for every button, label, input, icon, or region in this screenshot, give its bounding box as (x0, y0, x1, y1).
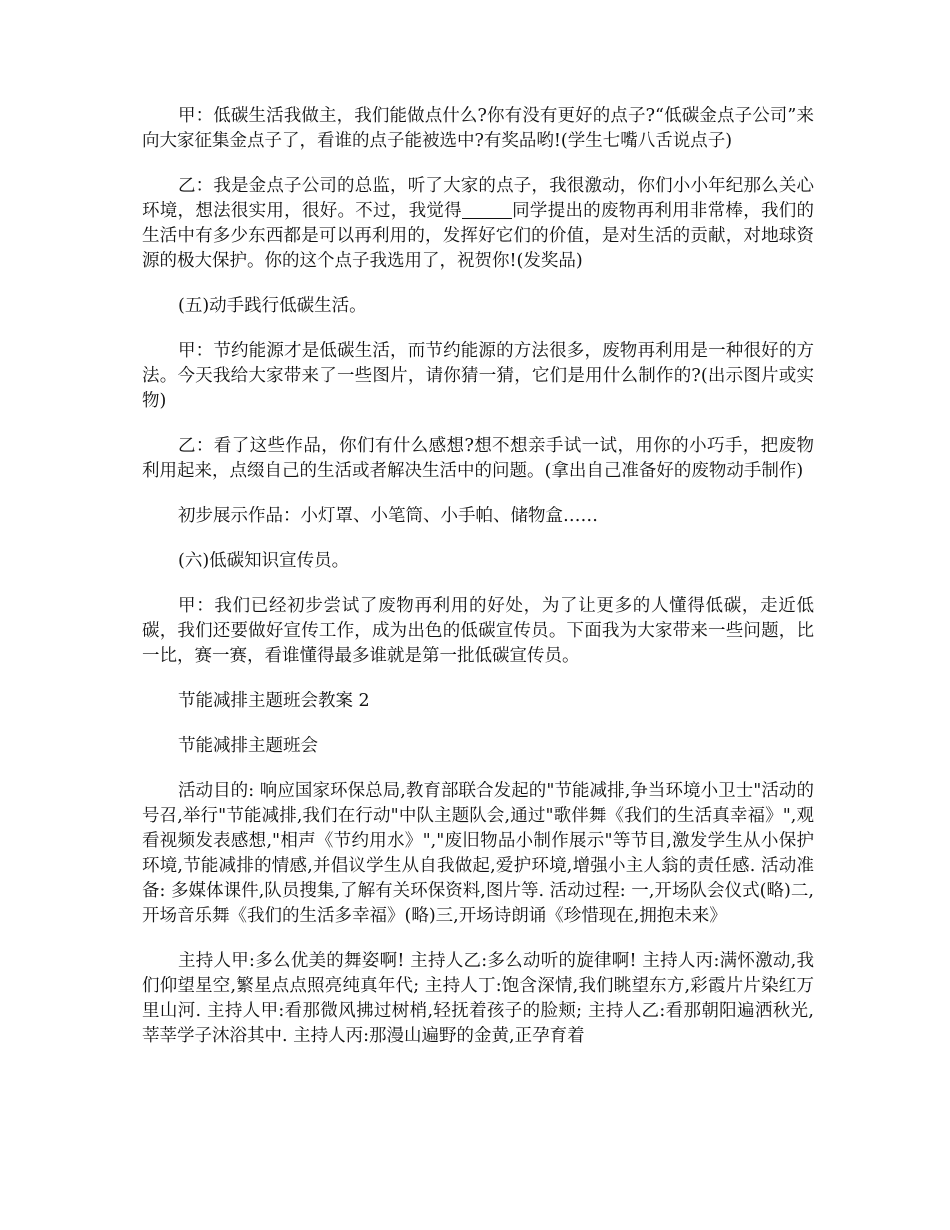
section-heading-6: (六)低碳知识宣传员。 (178, 551, 350, 571)
fill-in-blank (462, 200, 512, 219)
paragraph-dialogue-yi-1 (142, 174, 814, 274)
section-heading-5: (五)动手践行低碳生活。 (178, 296, 367, 316)
document-title-2: 节能减排主题班会教案 2 (178, 691, 370, 711)
paragraph-dialogue-jia-3: 甲：我们已经初步尝试了废物再利用的好处，为了让更多的人懂得低碳，走近低碳，我们还要做好宣传工作，成为出色的低碳宣传员。下面我为大家带来一些问题，比一比，赛一赛，看谁懂得最多谁就是第一批低碳宣传员。 (142, 596, 814, 666)
paragraph-works-display: 初步展示作品：小灯罩、小笔筒、小手帕、储物盒…… (178, 506, 598, 526)
document-subtitle: 节能减排主题班会 (178, 736, 318, 756)
paragraph-dialogue-jia-1: 甲：低碳生活我做主，我们能做点什么?你有没有更好的点子?“低碳金点子公司”来向大家征集金点子了，看谁的点子能被选中?有奖品哟!(学生七嘴八舌说点子) (142, 106, 814, 151)
paragraph-dialogue-yi-2: 乙：看了这些作品，你们有什么感想?想不想亲手试一试，用你的小巧手，把废物利用起来，点缀自己的生活或者解决生活中的问题。(拿出自己准备好的废物动手制作) (142, 436, 814, 481)
paragraph-dialogue-jia-2: 甲：节约能源才是低碳生活，而节约能源的方法很多，废物再利用是一种很好的方法。今天我给大家带来了一些图片，请你猜一猜，它们是用什么制作的?(出示图片或实物) (142, 341, 814, 411)
paragraph-hosts-dialogue: 主持人甲:多么优美的舞姿啊! 主持人乙:多么动听的旋律啊! 主持人丙:满怀激动,我们仰望星空,繁星点点照亮纯真年代; 主持人丁:饱含深情,我们眺望东方,彩霞片片染红万里山河. 主持人甲:看那微风拂过树梢,轻抚着孩子的脸颊; 主持人乙:看那朝阳遍洒秋光,莘莘学子沐浴其中. 主持人丙:那漫山遍野的金黄,正孕育着 (142, 951, 814, 1046)
paragraph-text-before-blank: 乙：我是金点子公司的总监，听了大家的点子，我很激动，你们小小年纪那么关心环境，想法很实用，很好。不过，我觉得 (142, 176, 814, 221)
document-page (142, 104, 814, 1069)
paragraph-text-after-blank: 同学提出的废物再利用非常棒，我们的生活中有多少东西都是可以再利用的，发挥好它们的价值，是对生活的贡献，对地球资源的极大保护。你的这个点子我选用了，祝贺你!(发奖品) (142, 201, 815, 271)
paragraph-activity-purpose: 活动目的: 响应国家环保总局,教育部联合发起的"节能减排,争当环境小卫士"活动的号召,举行"节能减排,我们在行动"中队主题队会,通过"歌伴舞《我们的生活真幸福》",观看视频发表感想,"相声《节约用水》","废旧物品小制作展示"等节目,激发学生从小保护环境,节能减排的情感,并倡议学生从自我做起,爱护环境,增强小主人翁的责任感. 活动准备: 多媒体课件,队员搜集,了解有关环保资料,图片等. 活动过程: 一,开场队会仪式(略)二,开场音乐舞《我们的生活多幸福》(略)三,开场诗朗诵《珍惜现在,拥抱未来》 (142, 781, 814, 926)
